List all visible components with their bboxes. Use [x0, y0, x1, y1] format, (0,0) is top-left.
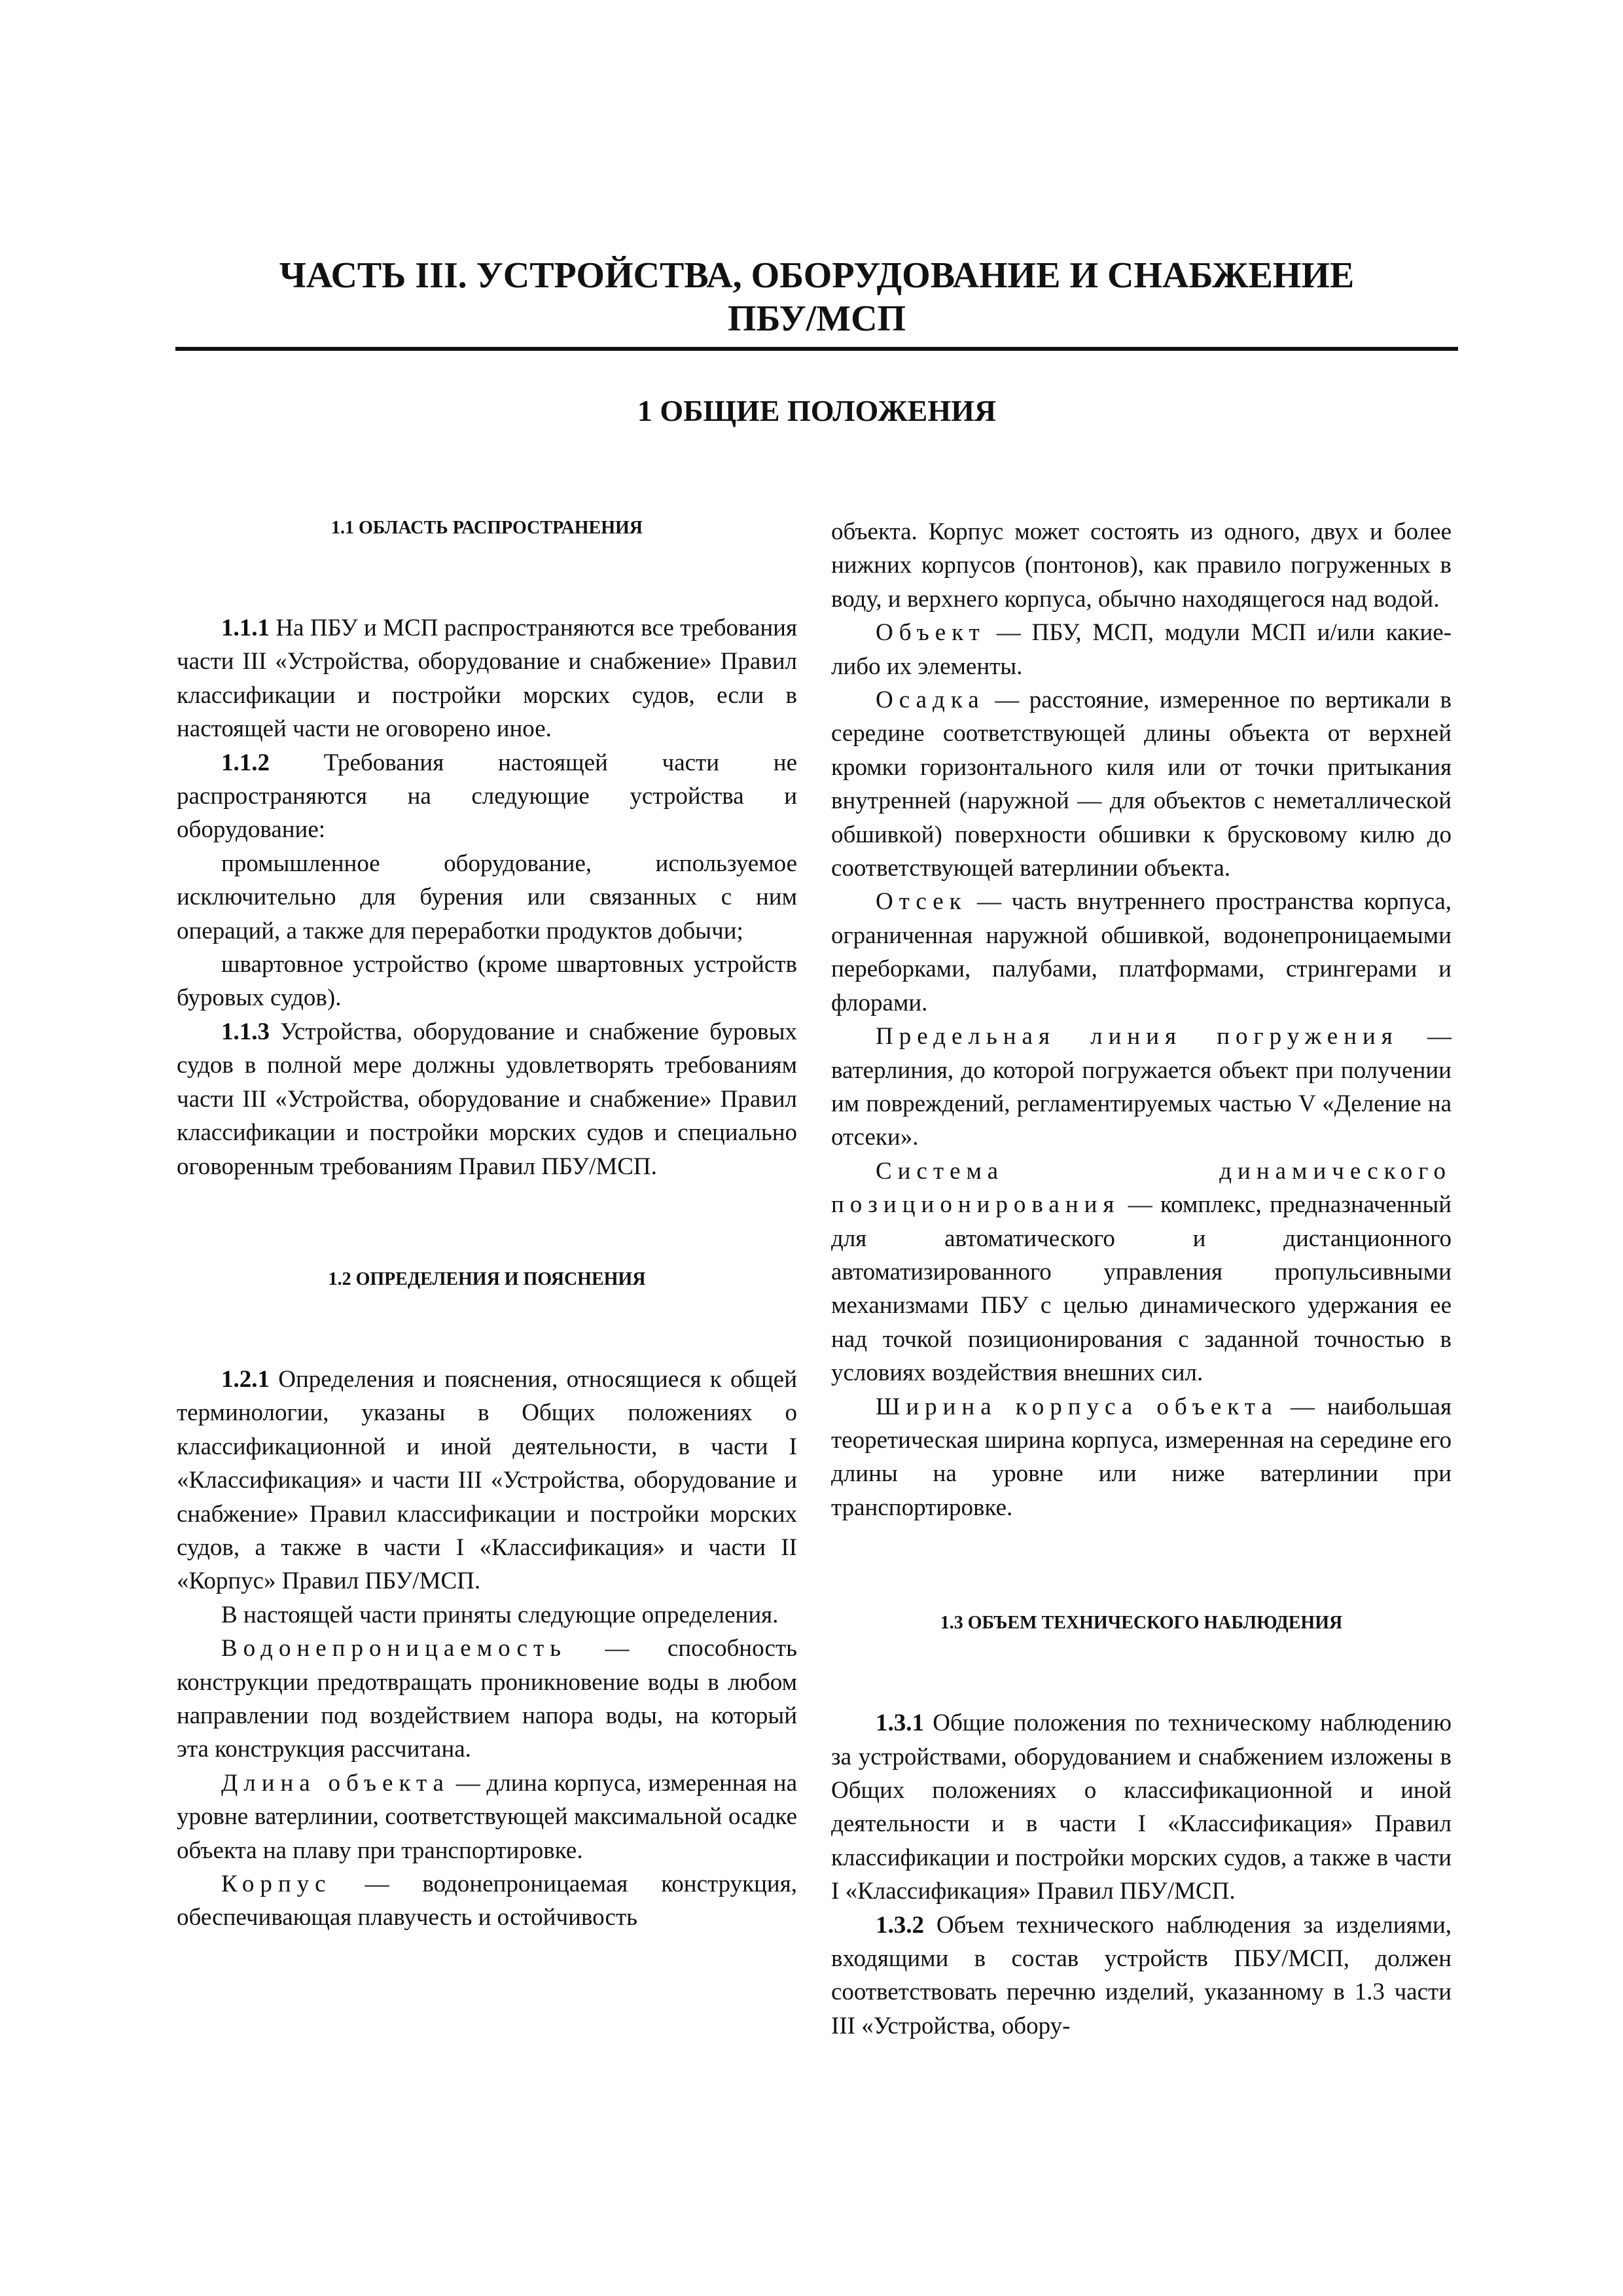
definition-item [831, 885, 1452, 1020]
paragraph-number: 1.1.3 [221, 1018, 270, 1045]
list-item: швартовное устройство (кроме швартовных устройств буровых судов). [177, 951, 797, 1012]
chapter-title: 1 ОБЩИЕ ПОЛОЖЕНИЯ [637, 394, 997, 427]
right-column [831, 515, 1452, 2043]
definition-text: — водонепроницаемая конструкция, обеспечивающая плавучесть и остойчивость [177, 1871, 797, 1931]
definition-term: Водонепроницаемость [221, 1635, 567, 1662]
left-column [177, 517, 797, 1935]
paragraph-1-1-3 [177, 1015, 797, 1183]
paragraph-1-1-2 [177, 746, 797, 847]
definition-text: — длина корпуса, измеренная на уровне ватерлинии, соответствующей максимальной осадке объекта на плаву при транспортировке. [177, 1769, 797, 1864]
definition-term: Корпус [221, 1871, 332, 1897]
definition-term: Система динамического позиционирования [831, 1157, 1452, 1219]
part-title [175, 254, 1458, 340]
definition-item [831, 683, 1452, 885]
paragraph-1-3-1 [831, 1706, 1452, 1908]
paragraph-number: 1.1.1 [221, 615, 270, 641]
definition-item [177, 1767, 797, 1867]
definition-text: — наибольшая теоретическая ширина корпуса, измеренная на середине его длины на уровне или ниже ватерлинии при транспортировке. [831, 1393, 1452, 1521]
paragraph-number: 1.1.2 [221, 749, 270, 776]
section-heading-1-3: 1.3 ОБЪЕМ ТЕХНИЧЕСКОГО НАБЛЮДЕНИЯ [940, 1613, 1343, 1634]
paragraph-1-1-1 [177, 611, 797, 746]
definition-term: Объект [876, 619, 986, 647]
definition-text: — ПБУ, МСП, модули МСП и/или какие-либо их элементы. [831, 619, 1452, 680]
definition-text: — ватерлиния, до которой погружается объект при получении им повреждений, регламентируемых частью V «Деление на отсеки». [831, 1023, 1452, 1151]
section-heading-1-1: 1.1 ОБЛАСТЬ РАСПРОСТРАНЕНИЯ [331, 518, 643, 538]
paragraph-number: 1.3.2 [876, 1911, 924, 1939]
definition-continuation: объекта. Корпус может состоять из одного, двух и более нижних корпусов (понтонов), как правило погруженных в воду, и верхнего корпуса, обычно находящегося над водой. [831, 518, 1452, 613]
definition-text: — комплекс, предназначенный для автоматического и дистанционного автоматизированного управления пропульсивными механизмами ПБУ с целью динамического удержания ее над точкой позиционирования с заданной точностью в условиях воздействия внешних сил. [831, 1191, 1452, 1387]
definition-item [831, 1390, 1452, 1525]
paragraph-1-3-2 [831, 1909, 1452, 2043]
definition-term: Ширина корпуса объекта [876, 1393, 1278, 1420]
definition-term: Отсек [876, 888, 967, 916]
definition-text: — часть внутреннего пространства корпуса, ограниченная наружной обшивкой, водонепроницаемыми переборками, палубами, платформами, стрингерами и флорами. [831, 888, 1452, 1016]
definition-item [831, 616, 1452, 683]
part-title-line1: ЧАСТЬ III. УСТРОЙСТВА, ОБОРУДОВАНИЕ И СНАБЖЕНИЕ [279, 255, 1355, 296]
definition-text: — способность конструкции предотвращать проникновение воды в любом направлении под воздействием напора воды, на который эта конструкция рассчитана. [177, 1635, 797, 1763]
paragraph-text: Требования настоящей части не распространяются на следующие устройства и оборудование: [177, 749, 797, 844]
paragraph-number: 1.3.1 [876, 1710, 924, 1737]
definition-term: Осадка [876, 687, 985, 714]
definitions-intro: В настоящей части приняты следующие определения. [221, 1601, 779, 1628]
definition-term: Предельная линия погружения [876, 1023, 1399, 1050]
section-heading-1-2: 1.2 ОПРЕДЕЛЕНИЯ И ПОЯСНЕНИЯ [328, 1268, 646, 1289]
paragraph-number: 1.2.1 [221, 1365, 270, 1393]
paragraph-text: Определения и пояснения, относящиеся к общей терминологии, указаны в Общих положениях о классификационной и иной деятельности, в части I «Классификация» и части III «Устройства, оборудование и снабжение» Правил классификации и постройки морских судов, а также в части I «Классификация» и части II «Корпус» Правил ПБУ/МСП. [177, 1365, 797, 1595]
paragraph-1-2-1 [177, 1363, 797, 1598]
part-title-line2: ПБУ/МСП [727, 298, 906, 339]
definition-text: — расстояние, измеренное по вертикали в середине соответствующей длины объекта от верхней кромки горизонтального киля или от точки притыкания внутренней (наружной — для объектов с неметаллической обшивкой) поверхности обшивки к брусковому килю до соответствующей ватерлинии объекта. [831, 687, 1452, 882]
paragraph-text: Общие положения по техническому наблюдению за устройствами, оборудованием и снабжением изложены в Общих положениях о классификационной и иной деятельности и в части I «Классификация» Правил классификации и постройки морских судов, а также в части I «Классификация» Правил ПБУ/МСП. [831, 1710, 1452, 1905]
paragraph-text: Объем технического наблюдения за изделиями, входящими в состав устройств ПБУ/МСП, должен соответствовать перечню изделий, указанному в 1.3 части III «Устройства, обору- [831, 1911, 1452, 2039]
definition-term: Длина объекта [221, 1769, 450, 1797]
definition-item [177, 1867, 797, 1935]
definition-item [831, 1020, 1452, 1155]
paragraph-text: На ПБУ и МСП распространяются все требования части III «Устройства, оборудование и снабжение» Правил классификации и постройки морских судов, если в настоящей части не оговорено иное. [177, 615, 797, 743]
definition-item [177, 1632, 797, 1767]
title-rule [175, 347, 1458, 351]
definition-item [831, 1155, 1452, 1390]
list-item: промышленное оборудование, используемое исключительно для бурения или связанных с ним операций, а также для переработки продуктов добычи; [177, 850, 797, 944]
paragraph-text: Устройства, оборудование и снабжение буровых судов в полной мере должны удовлетворять требованиям части III «Устройства, оборудование и снабжение» Правил классификации и постройки морских судов и специально оговоренным требованиям Правил ПБУ/МСП. [177, 1018, 797, 1180]
